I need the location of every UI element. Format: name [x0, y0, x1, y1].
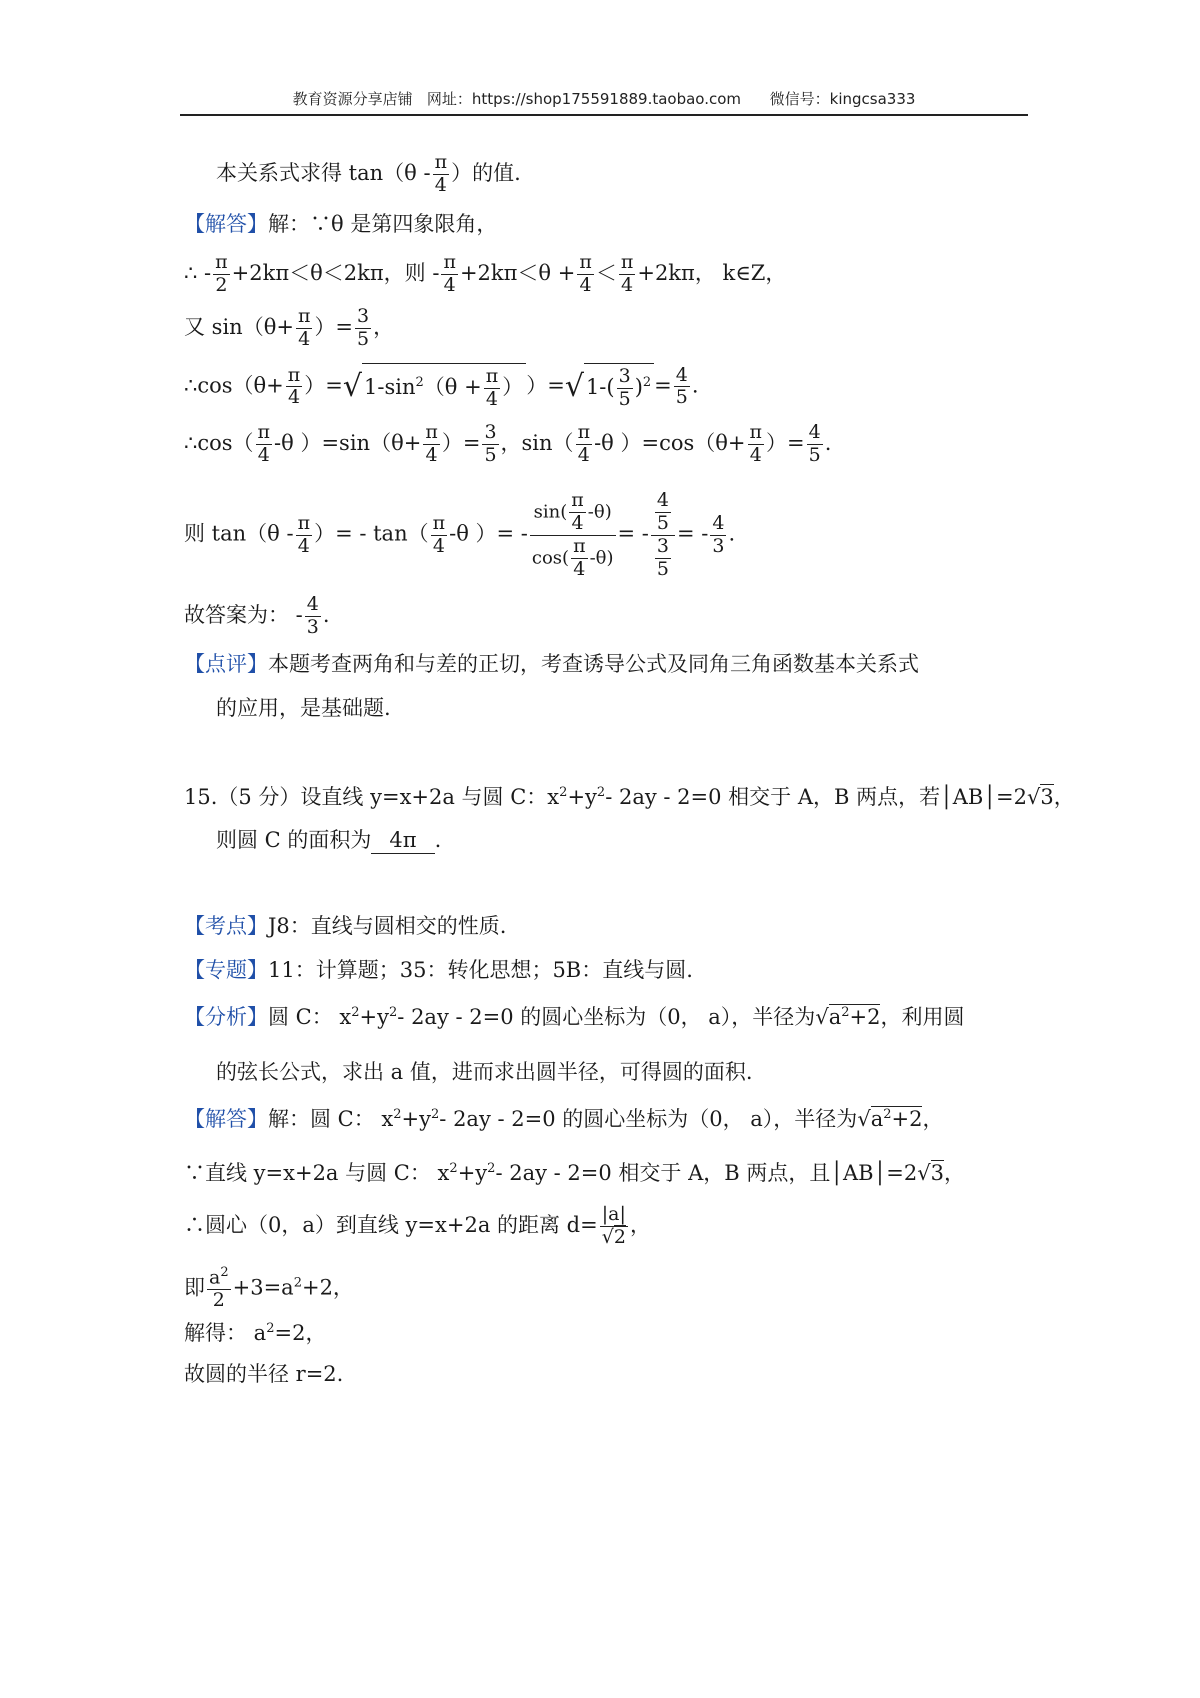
text-line: 解得： $a^2=2$，: [184, 1321, 327, 1345]
text-line: ∵直线 y=x+2a 与圆 C： $x^2+y^2-$ 2ay - 2=0 相交于 A，B 两点，且│AB│=2√3，: [184, 1161, 965, 1185]
answer-blank: 4π: [371, 830, 434, 854]
section-tag: 【解答】: [184, 1107, 268, 1131]
text-line: 故圆的半径 r=2.: [184, 1362, 344, 1386]
text-line: 则圆 C 的面积为 4π .: [216, 828, 442, 852]
text-line: 【点评】本题考查两角和与差的正切，考查诱导公式及同角三角函数基本关系式: [184, 652, 919, 676]
text-line: 【考点】J8：直线与圆相交的性质.: [184, 914, 507, 938]
page-header: 教育资源分享店铺 网址：https://shop175591889.taobao.com 微信号：kingcsa333: [180, 88, 1028, 116]
section-tag: 【考点】: [184, 914, 268, 938]
text-line: 【解答】解：圆 C： $x^2+y^2-$ 2ay - 2=0 的圆心坐标为（0， a），半径为$√a^2+2$，: [184, 1107, 944, 1131]
section-tag: 【专题】: [184, 958, 268, 982]
text-line: 故答案为： - $\frac{4}{3}$ .: [184, 593, 330, 638]
text-line: 的弦长公式，求出 a 值，进而求出圆半径，可得圆的面积.: [216, 1060, 753, 1084]
text-line: 则 tan（θ - $\frac{\pi}{4}$ ）= - tan（ $\frac{\pi}{4}$ -θ ）= - sin( $\frac{\pi}{4}$ -θ) cos( $\frac{\pi}{4}$ -θ) = - $\frac{\frac{4}{5}}{\frac{3}{5}}$ = - $\frac{4}{3}$ .: [184, 489, 736, 580]
text-line: 的应用，是基础题.: [216, 696, 391, 720]
text-line: ∴ - $\frac{\pi}{2}$ +2kπ＜θ＜2kπ，则 - $\frac{\pi}{4}$ +2kπ＜θ + $\frac{\pi}{4}$ ＜ $\frac{\pi}{4}$ +2kπ， k∈Z，: [184, 251, 787, 296]
text-line: 又 sin（θ+ $\frac{\pi}{4}$ ）= $\frac{3}{5}$ ，: [184, 305, 395, 350]
text-line: 【分析】圆 C： $x^2+y^2-$ 2ay - 2=0 的圆心坐标为（0， a），半径为$√a^2+2$，利用圆: [184, 1005, 965, 1029]
section-tag: 【分析】: [184, 1005, 268, 1029]
text-line: 【解答】解：∵θ 是第四象限角，: [184, 212, 498, 236]
text-line: 【专题】11：计算题；35：转化思想；5B：直线与圆.: [184, 958, 693, 982]
section-tag: 【解答】: [184, 212, 268, 236]
text-line: 即 $\frac{a^2}{2}$ $+3=a^2+2$，: [184, 1265, 354, 1312]
text-line: ∴cos（ $\frac{\pi}{4}$ -θ ）=sin（θ+ $\frac{\pi}{4}$ ）= $\frac{3}{5}$ ，sin（ $\frac{\pi}{4}$ -θ ）=cos（θ+ $\frac{\pi}{4}$ ）= $\frac{4}{5}$ .: [184, 421, 832, 466]
section-tag: 【点评】: [184, 652, 268, 676]
text-line: ∴圆心（0，a）到直线 y=x+2a 的距离 d= $\frac{|a|}{√2}$ ，: [184, 1203, 651, 1248]
text-line: ∴cos（θ+ $\frac{\pi}{4}$ ）$=√1-\sin^2(\theta$ + $\frac{\pi}{4}$ ） ）=√1-( $\frac{3}{5}$ )$^2$ = $\frac{4}{5}$ .: [184, 363, 699, 410]
question-15: 15.（5 分）设直线 y=x+2a 与圆 C：$x^2+y^2-$ 2ay - 2=0 相交于 A，B 两点，若│AB│=2√3，: [184, 785, 1075, 809]
text-line: 本关系式求得 tan（θ - $\frac{\pi}{4}$ ）的值.: [216, 151, 521, 196]
